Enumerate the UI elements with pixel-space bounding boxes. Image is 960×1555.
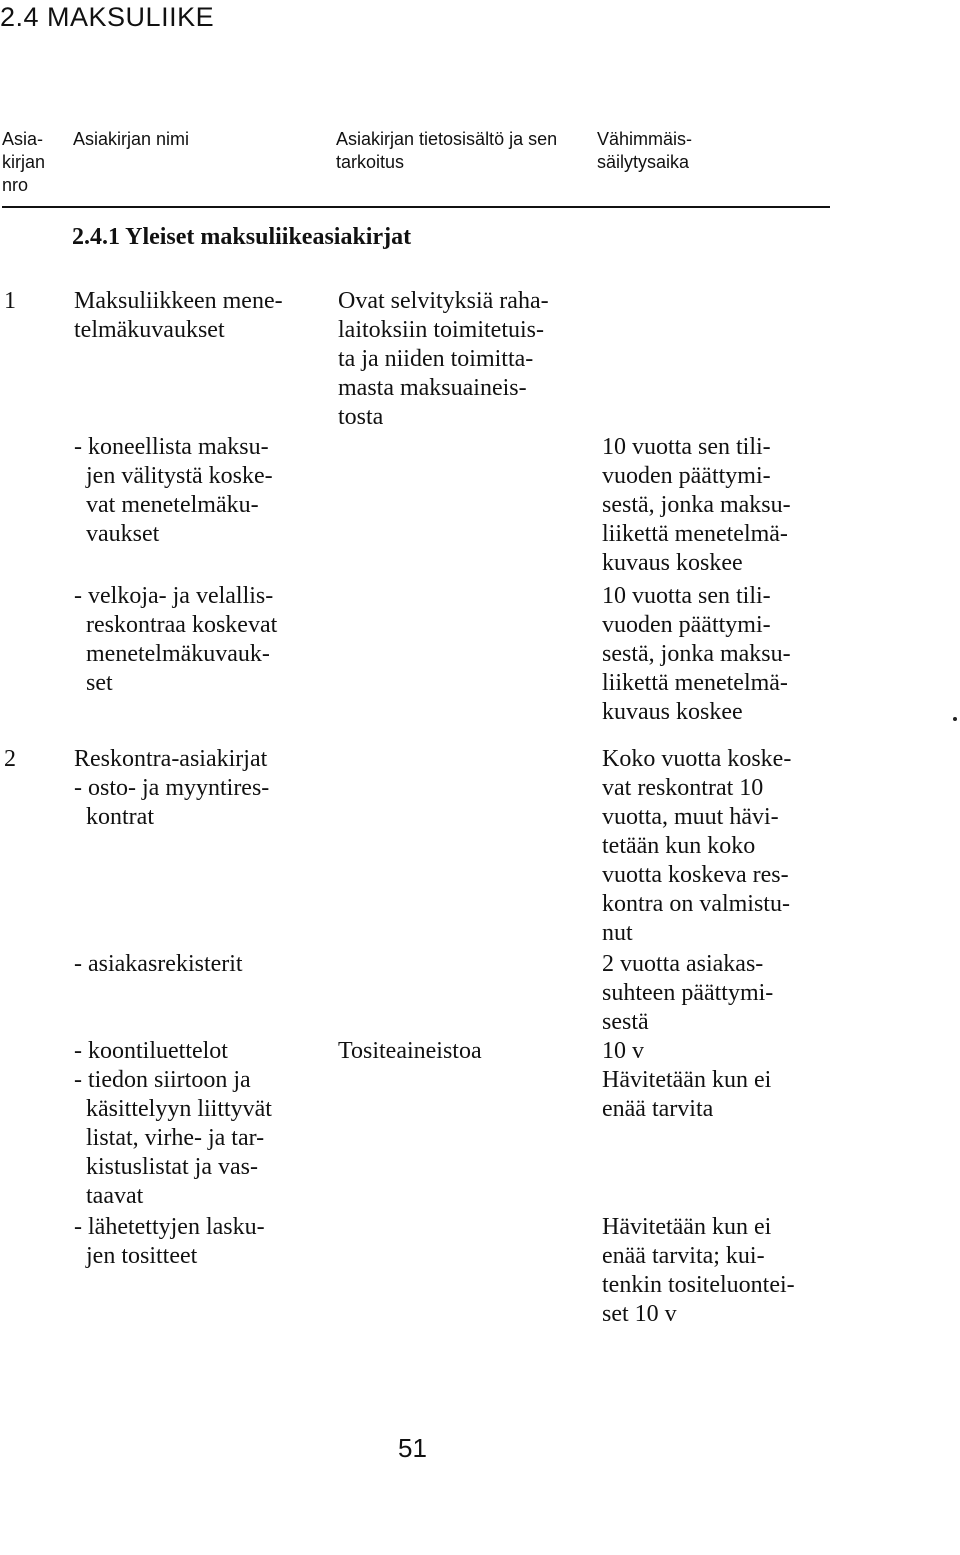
header-document-number: Asia- kirjan nro — [2, 129, 46, 195]
row-retention: Koko vuotta koske- vat reskontrat 10 vuotta, muut hävi- tetään kun koko vuotta koskeva res- kontra on valmistu- nut — [602, 746, 792, 946]
row-retention: 10 vuotta sen tili- vuoden päättymi- sestä, jonka maksu- liikettä menetelmä- kuvaus koskee — [602, 434, 791, 576]
row-name: - koontiluettelot - tiedon siirtoon ja käsittelyyn liittyvät listat, virhe- ja tar- kistuslistat ja vas- taavat — [74, 1038, 272, 1209]
header-retention-period: Vähimmäis- säilytysaika — [597, 129, 693, 172]
page-number: 51 — [398, 1433, 427, 1463]
row-name: - asiakasrekisterit — [74, 951, 243, 977]
section-title: 2.4 MAKSULIIKE — [0, 2, 215, 32]
row-number: 1 — [4, 288, 16, 314]
header-document-content: Asiakirjan tietosisältö ja sen tarkoitus — [336, 129, 558, 172]
row-name: - lähetettyjen lasku- jen tositteet — [74, 1214, 265, 1269]
row-name: Reskontra-asiakirjat - osto- ja myyntires- kontrat — [74, 746, 270, 830]
subsection-title: 2.4.1 Yleiset maksuliikeasiakirjat — [72, 224, 412, 250]
row-retention: 10 vuotta sen tili- vuoden päättymi- sestä, jonka maksu- liikettä menetelmä- kuvaus koskee — [602, 583, 791, 725]
row-content: Ovat selvityksiä raha- laitoksiin toimitetuis- ta ja niiden toimitta- masta maksuaineis- tosta — [338, 288, 549, 430]
row-name: - koneellista maksu- jen välitystä koske- vat menetelmäku- vaukset — [74, 434, 273, 547]
stray-mark — [953, 717, 957, 721]
header-divider — [2, 206, 830, 208]
row-content: Tositeaineistoa — [338, 1038, 482, 1064]
row-retention: Hävitetään kun ei enää tarvita; kui- tenkin tositeluontei- set 10 v — [602, 1214, 795, 1327]
row-name: Maksuliikkeen mene- telmäkuvaukset — [74, 288, 283, 343]
row-number: 2 — [4, 746, 16, 772]
row-name: - velkoja- ja velallis- reskontraa koskevat menetelmäkuvauk- set — [74, 583, 278, 696]
row-retention: 2 vuotta asiakas- suhteen päättymi- sestä — [602, 951, 774, 1035]
row-retention: 10 v Hävitetään kun ei enää tarvita — [602, 1038, 772, 1122]
header-document-name: Asiakirjan nimi — [73, 129, 190, 149]
